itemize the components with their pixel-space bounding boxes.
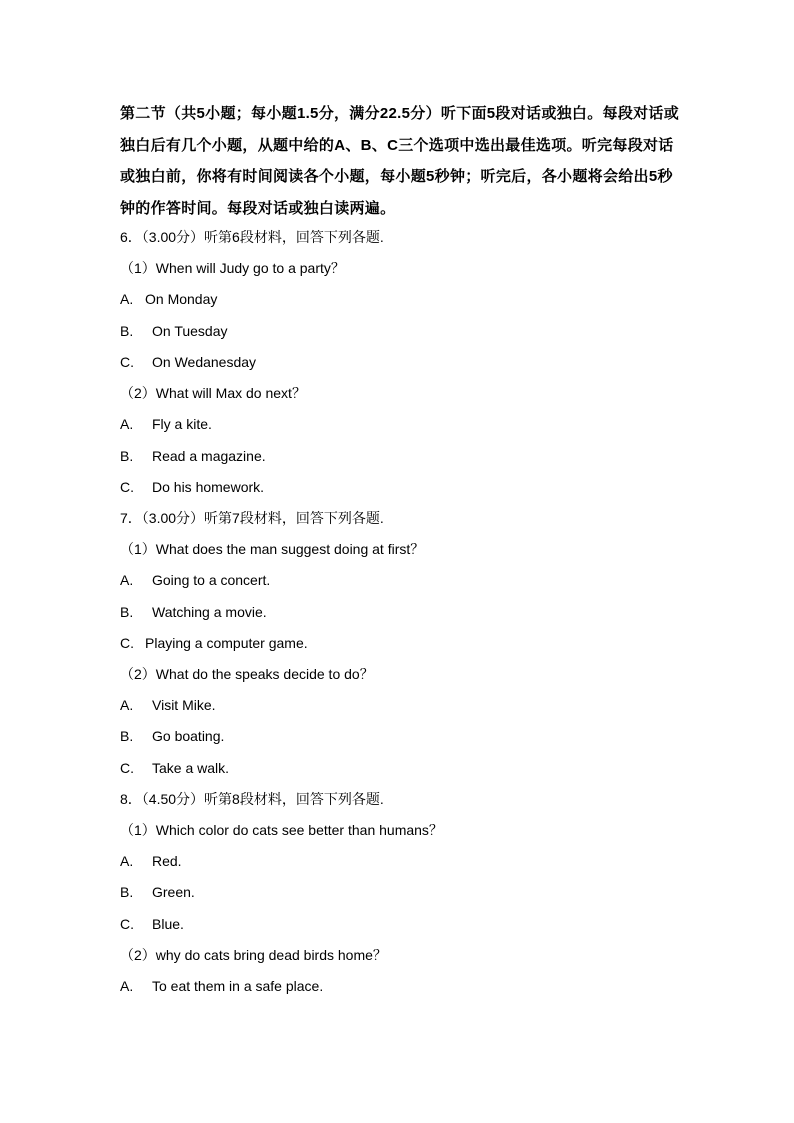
option-text: Green.: [152, 884, 195, 900]
sub-question: （1）What does the man suggest doing at first？: [120, 541, 425, 557]
answer-option: [120, 415, 212, 433]
option-text: Do his homework.: [152, 479, 265, 495]
answer-option: [120, 883, 195, 901]
option-text: Blue.: [152, 916, 184, 932]
answer-option: [120, 571, 270, 589]
section-instructions: 第二节（共5小题；每小题1.5分，满分22.5分）听下面5段对话或独白。每段对话或独白后有几个小题，从题中给的A、B、C三个选项中选出最佳选项。听完每段对话或独白前，你将有时间阅读各个小题，每小题5秒钟；听完后，各小题将会给出5秒钟的作答时间。每段对话或独白读两遍。: [120, 105, 680, 217]
option-text: Going to a concert.: [152, 572, 271, 588]
answer-option: [120, 290, 217, 308]
option-letter: B.: [120, 448, 134, 464]
option-letter: A.: [120, 697, 134, 713]
answer-option: [120, 915, 184, 933]
answer-option: [120, 353, 256, 371]
answer-option: [120, 478, 264, 496]
option-letter: B.: [120, 604, 134, 620]
option-text: Go boating.: [152, 728, 225, 744]
answer-option: [120, 759, 229, 777]
option-letter: A.: [120, 572, 134, 588]
answer-option: [120, 696, 216, 714]
option-letter: B.: [120, 884, 134, 900]
option-letter: C.: [120, 635, 134, 651]
option-letter: C.: [120, 916, 134, 932]
option-letter: A.: [120, 853, 134, 869]
option-letter: A.: [120, 978, 134, 994]
option-text: Take a walk.: [152, 760, 230, 776]
option-text: On Monday: [145, 291, 218, 307]
answer-option: [120, 727, 224, 745]
option-text: Red.: [152, 853, 182, 869]
answer-option: [120, 977, 323, 995]
sub-question: （2）why do cats bring dead birds home？: [120, 947, 387, 963]
option-letter: A.: [120, 291, 134, 307]
sub-question: （2）What do the speaks decide to do？: [120, 666, 374, 682]
option-letter: A.: [120, 416, 134, 432]
option-text: Read a magazine.: [152, 448, 266, 464]
option-text: On Wedanesday: [152, 354, 257, 370]
sub-question: （1）Which color do cats see better than humans？: [120, 822, 443, 838]
question-heading: 6．（3.00分）听第6段材料，回答下列各题.: [120, 229, 384, 245]
option-letter: C.: [120, 354, 134, 370]
answer-option: [120, 322, 228, 340]
option-text: To eat them in a safe place.: [152, 978, 324, 994]
option-text: Fly a kite.: [152, 416, 212, 432]
question-heading: 8．（4.50分）听第8段材料，回答下列各题.: [120, 791, 384, 807]
answer-option: [120, 603, 267, 621]
answer-option: [120, 852, 182, 870]
option-text: On Tuesday: [152, 323, 228, 339]
sub-question: （2）What will Max do next？: [120, 385, 306, 401]
sub-question: （1）When will Judy go to a party？: [120, 260, 345, 276]
option-letter: C.: [120, 479, 134, 495]
answer-option: [120, 447, 266, 465]
option-text: Watching a movie.: [152, 604, 267, 620]
option-letter: C.: [120, 760, 134, 776]
answer-option: [120, 634, 308, 652]
option-text: Playing a computer game.: [145, 635, 308, 651]
option-letter: B.: [120, 323, 134, 339]
option-text: Visit Mike.: [152, 697, 216, 713]
option-letter: B.: [120, 728, 134, 744]
question-heading: 7．（3.00分）听第7段材料，回答下列各题.: [120, 510, 384, 526]
